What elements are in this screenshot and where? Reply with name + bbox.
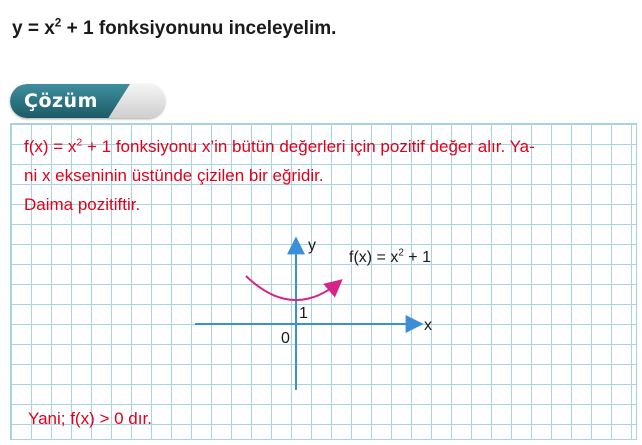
solution-line-2: ni x ekseninin üstünde çizilen bir eğridir.: [24, 166, 324, 185]
y-axis-label: y: [308, 237, 316, 254]
problem-suffix: + 1 fonksiyonunu inceleyelim.: [61, 18, 337, 39]
curve-label: [349, 249, 431, 267]
curve-label-exponent: 2: [398, 247, 404, 259]
solution-line-3: Daima pozitiftir.: [24, 195, 141, 214]
parabola-curve: [246, 276, 340, 300]
curve-label-suffix: + 1: [403, 249, 431, 266]
solution-line-1-prefix: f(x) = x: [24, 137, 77, 156]
problem-prefix: y = x: [12, 18, 55, 39]
y-intercept-label: 1: [299, 305, 308, 322]
x-axis-label: x: [424, 317, 432, 334]
badge-label: Çözüm: [24, 90, 98, 112]
problem-exponent: 2: [54, 16, 62, 30]
origin-label: 0: [281, 330, 290, 347]
solution-line-1-suffix: + 1 fonksiyonu x’in bütün değerleri için pozitif değer alır. Ya-: [82, 137, 535, 156]
curve-label-prefix: f(x) = x: [349, 249, 399, 266]
solution-line-1-exponent: 2: [76, 136, 83, 149]
conclusion: Yani; f(x) > 0 dır.: [28, 409, 152, 428]
